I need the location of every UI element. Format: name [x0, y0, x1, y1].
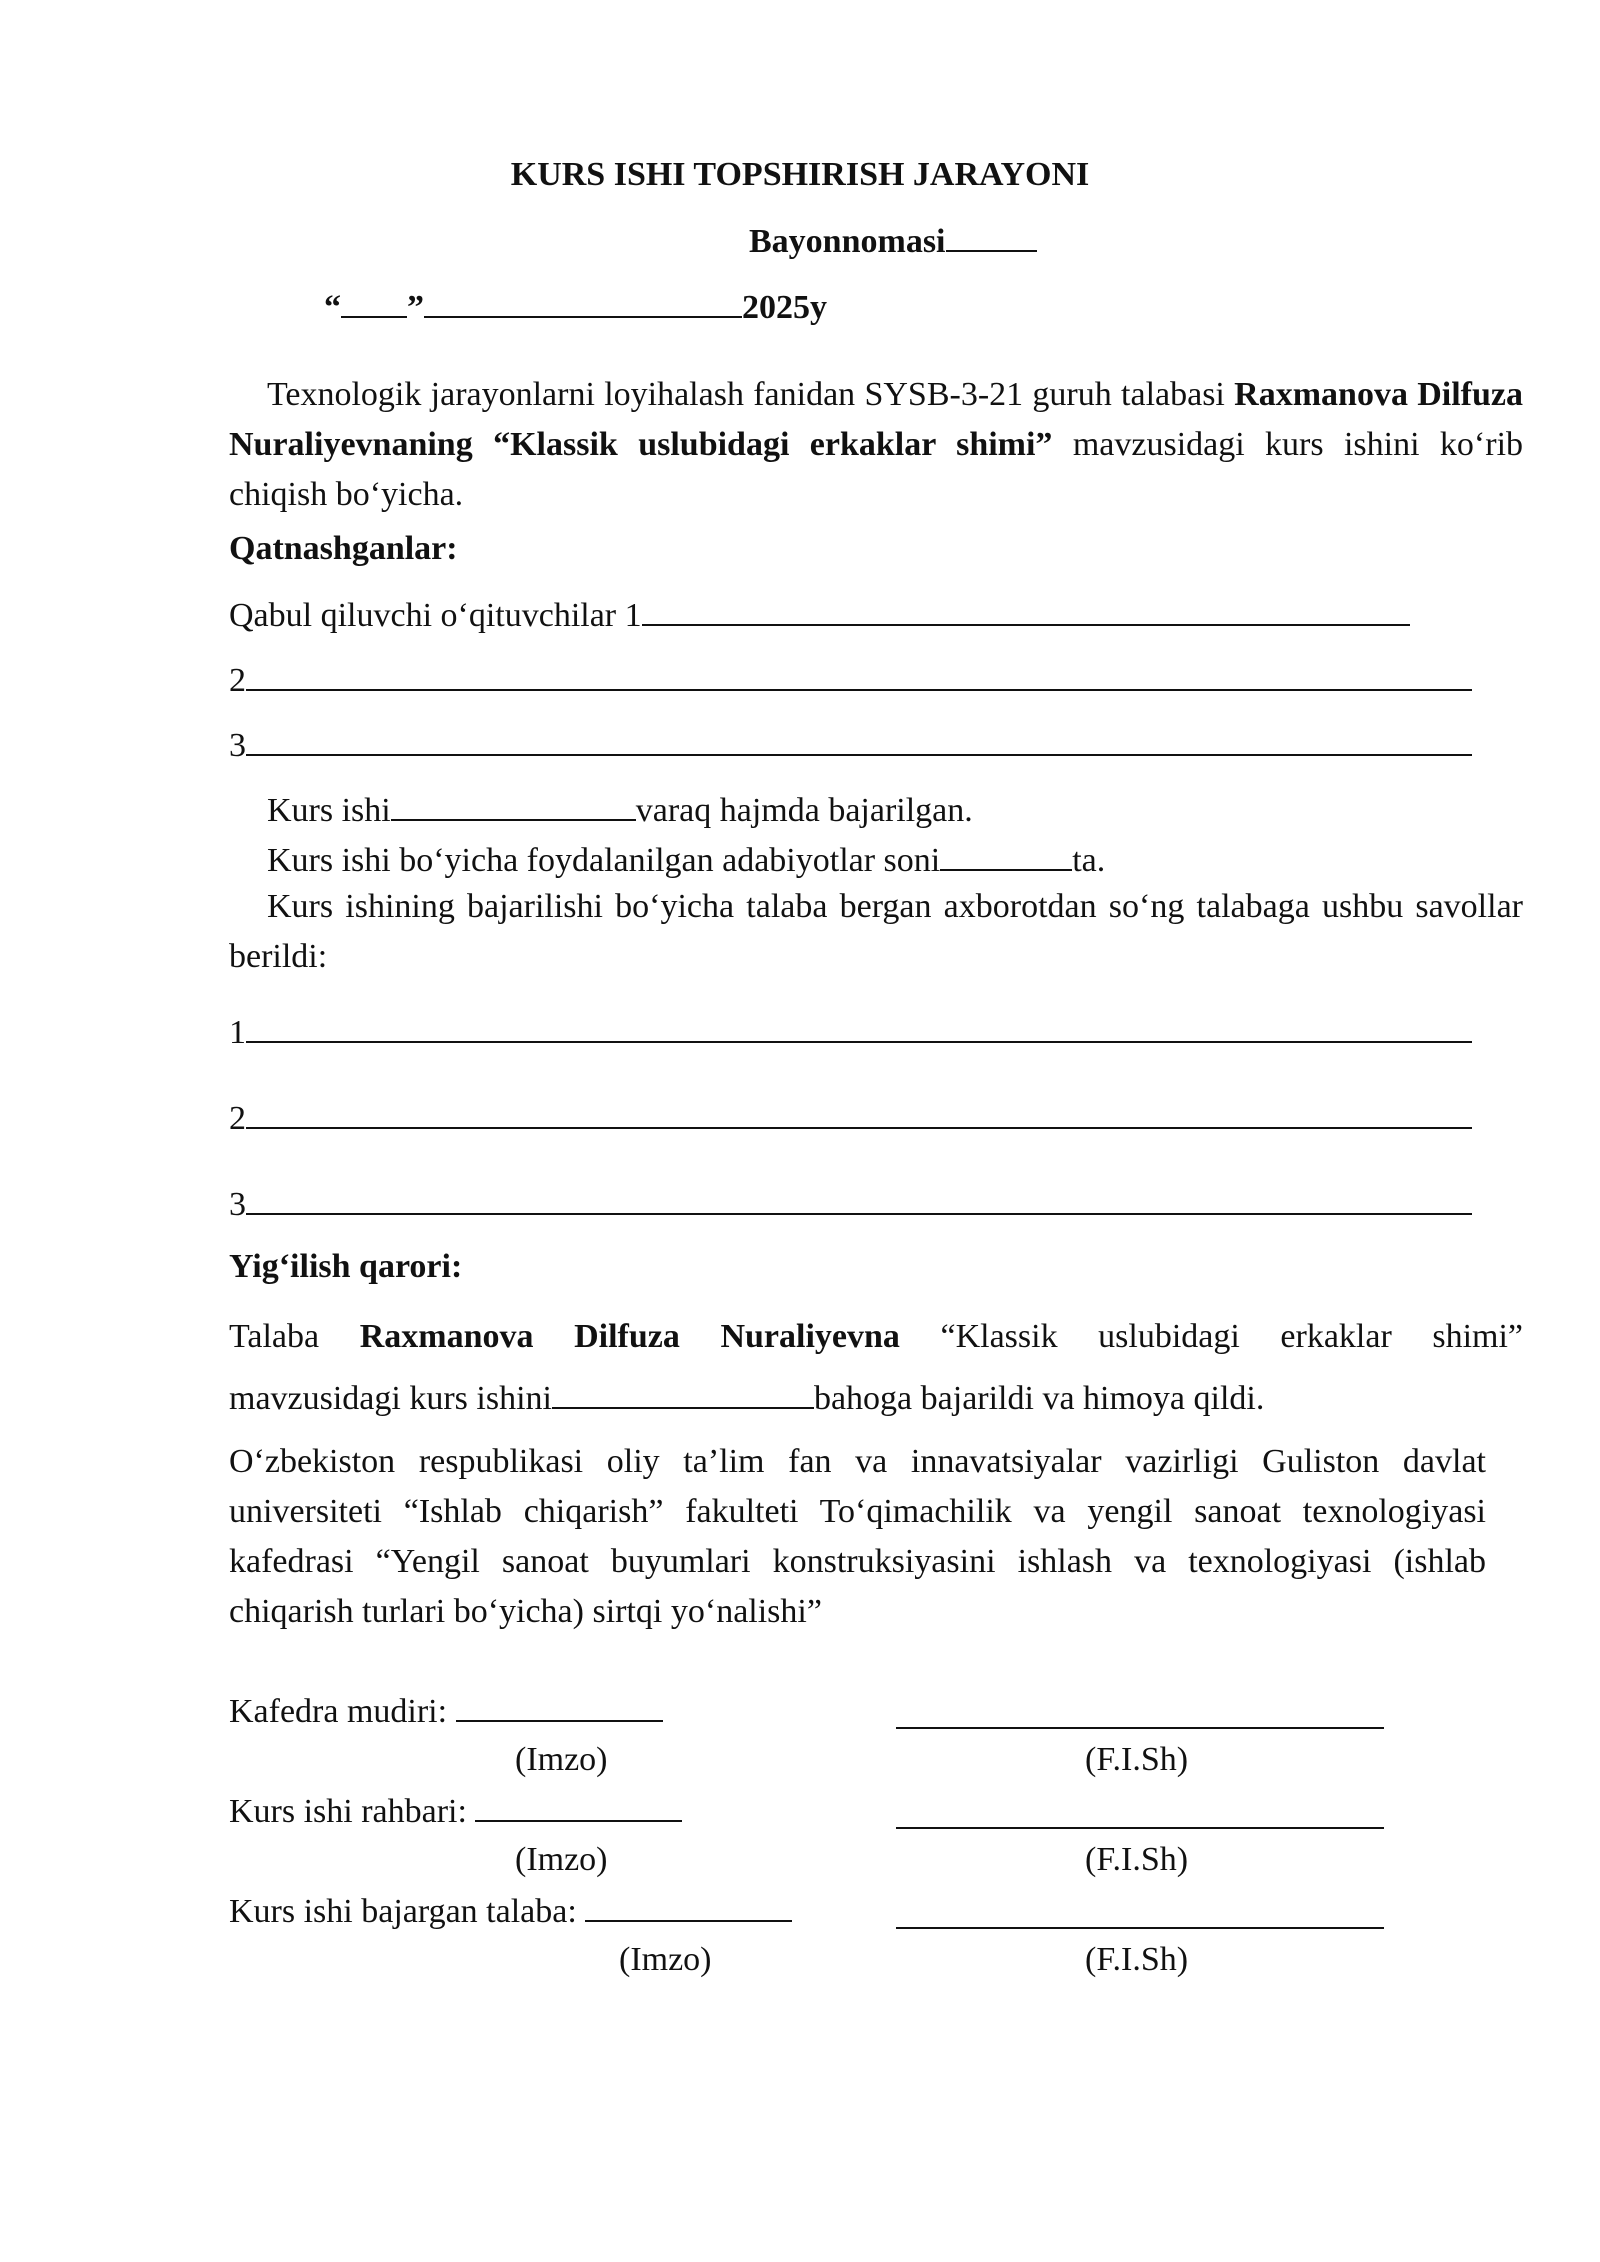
intro-student-name: Raxmanova Dilfuza Nuraliyevnaning [229, 376, 1523, 463]
decision-heading: Yig‘ilish qarori: [229, 1248, 463, 1285]
participant-3-label: 3 [229, 727, 246, 764]
supervisor-label: Kurs ishi rahbari: [229, 1793, 467, 1830]
date-year: 2025y [742, 289, 827, 326]
question-1-blank [246, 1011, 1472, 1043]
grade-blank [552, 1377, 814, 1409]
intro-tail: mavzusidagi kurs ishini ko‘rib chiqish bo‘yicha. [229, 426, 1524, 513]
participant-2-label: 2 [229, 662, 246, 699]
question-line-1 [229, 1011, 1472, 1053]
student-fish-caption: (F.I.Sh) [1085, 1941, 1189, 1978]
pages-before: Kurs ishi [267, 792, 391, 829]
question-3-blank [246, 1183, 1472, 1215]
supervisor-fish-caption: (F.I.Sh) [1085, 1841, 1189, 1878]
document-title: KURS ISHI TOPSHIRISH JARAYONI [510, 156, 1090, 193]
refs-after: ta. [1072, 842, 1106, 879]
supervisor-name-blank [896, 1797, 1384, 1829]
head-signature-blank [456, 1690, 663, 1722]
student-signature-blank [585, 1890, 792, 1922]
references-line [267, 839, 1105, 881]
participant-1-label: Qabul qiluvchi o‘qituvchilar 1 [229, 597, 642, 634]
head-imzo-caption: (Imzo) [515, 1741, 608, 1778]
decision-line-1 [229, 1305, 1523, 1369]
participant-2-blank [246, 659, 1472, 691]
intro-topic: “Klassik uslubidagi erkaklar shimi” [493, 426, 1053, 463]
participant-1-blank [642, 594, 1410, 626]
supervisor-signature-blank [475, 1790, 682, 1822]
date-line [324, 286, 827, 328]
participant-line-3 [229, 724, 1472, 766]
questions-intro: Kurs ishining bajarilishi bo‘yicha talaba bergan axborotdan so‘ng talabaga ushbu savollar berildi: [229, 888, 1523, 975]
participant-line-2 [229, 659, 1472, 701]
intro-paragraph [229, 370, 1523, 520]
date-close-quote: ” [407, 289, 424, 326]
pages-blank [391, 789, 636, 821]
month-blank [424, 286, 742, 318]
intro-text: Texnologik jarayonlarni loyihalash fanidan SYSB-3-21 guruh talabasi [267, 376, 1225, 413]
decision-student-name: Raxmanova Dilfuza Nuraliyevna [359, 1318, 900, 1355]
signature-row-2 [229, 1790, 682, 1832]
decision-text-start: Talaba [229, 1318, 320, 1355]
pages-after: varaq hajmda bajarilgan. [635, 792, 973, 829]
signature-row-1 [229, 1690, 663, 1732]
decision-line-2 [229, 1377, 1264, 1419]
question-2-label: 2 [229, 1100, 246, 1137]
student-label: Kurs ishi bajargan talaba: [229, 1893, 577, 1930]
participant-line-1 [229, 594, 1410, 636]
subtitle-text: Bayonnomasi [749, 223, 946, 260]
signature-row-3 [229, 1890, 792, 1932]
decision-topic: “Klassik uslubidagi erkaklar shimi” [940, 1318, 1524, 1355]
supervisor-imzo-caption: (Imzo) [515, 1841, 608, 1878]
participant-3-blank [246, 724, 1472, 756]
protocol-number-blank [946, 220, 1037, 252]
head-of-department-label: Kafedra mudiri: [229, 1693, 448, 1730]
refs-blank [940, 839, 1072, 871]
university-paragraph: O‘zbekiston respublikasi oliy ta’lim fan va innavatsiyalar vazirligi Guliston davlat universiteti “Ishlab chiqarish” fakulteti To‘qimachilik va yengil sanoat texnologiyasi kafedrasi “Yengil sanoat buyumlari konstruksiyasini ishlash va texnologiyasi (ishlab chiqarish turlari bo‘yicha) sirtqi yo‘nalishi” [229, 1443, 1486, 1630]
participants-heading: Qatnashganlar: [229, 530, 458, 567]
question-3-label: 3 [229, 1186, 246, 1223]
question-line-2 [229, 1097, 1472, 1139]
question-line-3 [229, 1183, 1472, 1225]
student-name-blank [896, 1897, 1384, 1929]
question-1-label: 1 [229, 1014, 246, 1051]
decision-line2-before: mavzusidagi kurs ishini [229, 1380, 552, 1417]
document-subtitle [749, 220, 1037, 262]
student-imzo-caption: (Imzo) [619, 1941, 712, 1978]
date-open-quote: “ [324, 289, 341, 326]
refs-before: Kurs ishi bo‘yicha foydalanilgan adabiyotlar soni [267, 842, 941, 879]
head-name-blank [896, 1697, 1384, 1729]
day-blank [341, 286, 407, 318]
pages-line [267, 789, 973, 831]
question-2-blank [246, 1097, 1472, 1129]
head-fish-caption: (F.I.Sh) [1085, 1741, 1189, 1778]
decision-line2-after: bahoga bajarildi va himoya qildi. [813, 1380, 1265, 1417]
